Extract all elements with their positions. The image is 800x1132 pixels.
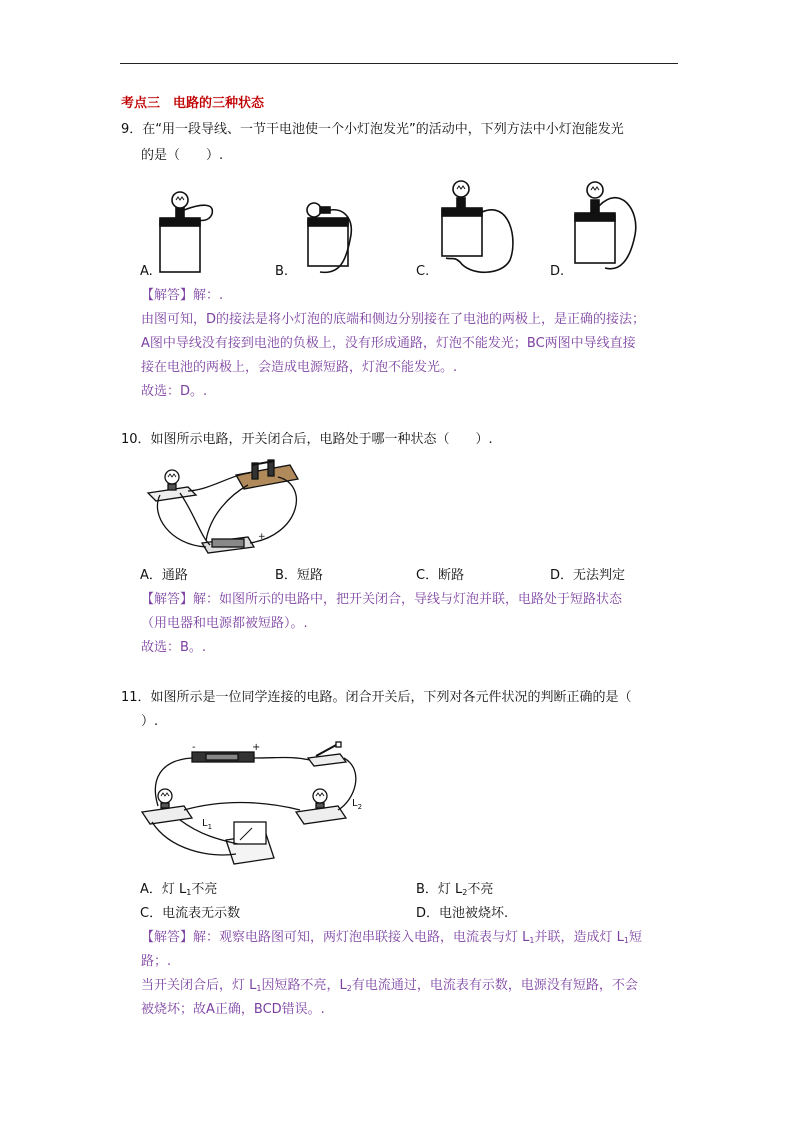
q11-ans3-mid: 因短路不亮，L <box>261 978 347 993</box>
q11-option-a-post: 不亮 <box>191 882 218 897</box>
q11-option-b-sub: 2 <box>462 888 468 897</box>
q9-figure-d <box>575 182 636 269</box>
q11-ans1-mid: 并联，造成灯 L <box>534 930 624 945</box>
q11-ans3-sub1: 1 <box>256 984 262 993</box>
q9-stem-line1: 9．在“用一段导线、一节干电池使一个小灯泡发光”的活动中，下列方法中小灯泡能发光 <box>121 122 624 137</box>
q10-option-c: C．断路 <box>416 568 465 583</box>
q10-answer-line3: 故选：B。. <box>141 640 207 655</box>
section-title: 考点三 电路的三种状态 <box>121 96 265 111</box>
q9-answer-line3: 接在电池的两极上，会造成电源短路，灯泡不能发光。. <box>141 360 458 375</box>
q11-option-d: D．电池被烧坏. <box>416 906 509 921</box>
q9-answer-line4: 故选：D。. <box>141 384 208 399</box>
q9-option-a: A. <box>140 264 153 279</box>
q9-figure-c <box>442 181 513 272</box>
q10-stem: 10．如图所示电路，开关闭合后，电路处于哪一种状态（ ）. <box>121 432 493 447</box>
q11-option-b-post: 不亮 <box>467 882 494 897</box>
q9-figures <box>140 180 660 280</box>
q11-ans3-post: 有电流通过，电流表有示数，电源没有短路，不会 <box>351 978 638 993</box>
q11-option-c: C．电流表无示数 <box>140 906 241 921</box>
q11-figure <box>140 740 370 870</box>
q11-plus-label: + <box>252 742 261 753</box>
q11-answer-line1 <box>141 928 642 951</box>
q9-answer-head: 【解答】解：. <box>141 288 224 303</box>
q9-stem-line2: 的是（ ）. <box>141 148 224 163</box>
q11-ans1-sub1: 1 <box>529 936 535 945</box>
q10-option-b: B．短路 <box>275 568 323 583</box>
q11-option-b <box>416 880 493 903</box>
q11-ans3-pre: 当开关闭合后，灯 L <box>141 978 257 993</box>
q11-answer-line2: 路；. <box>141 954 172 969</box>
q11-l1-label: $L_1$ <box>202 818 213 831</box>
q11-minus-label: - <box>192 742 196 753</box>
q10-plus-label: + <box>258 532 266 542</box>
q10-answer-line1: 【解答】解：如图所示的电路中，把开关闭合，导线与灯泡并联，电路处于短路状态 <box>141 592 623 607</box>
q11-stem-line1: 11．如图所示是一位同学连接的电路。闭合开关后，下列对各元件状况的判断正确的是（ <box>121 690 632 705</box>
q9-option-b: B. <box>275 264 289 279</box>
q11-l2-label: $L_2$ <box>352 798 363 811</box>
q9-answer-line1: 由图可知，D的接法是将小灯泡的底端和侧边分别接在了电池的两极上，是正确的接法； <box>141 312 646 327</box>
q11-answer-line3 <box>141 976 638 999</box>
q9-option-d: D. <box>550 264 565 279</box>
q11-answer-line4: 被烧坏；故A正确，BCD错误。. <box>141 1002 325 1017</box>
q11-ans1-post: 短 <box>628 930 642 945</box>
q11-ans1-sub2: 1 <box>623 936 629 945</box>
q11-option-a-pre: A．灯 L <box>140 882 187 897</box>
q9-figure-a <box>160 192 212 272</box>
q11-option-b-pre: B．灯 L <box>416 882 463 897</box>
q10-option-a: A．通路 <box>140 568 188 583</box>
q11-option-a-sub: 1 <box>186 888 192 897</box>
q11-stem-line2: ）. <box>141 714 159 729</box>
q11-ans1-pre: 【解答】解：观察电路图可知，两灯泡串联接入电路，电流表与灯 L <box>141 930 530 945</box>
q9-figure-b <box>307 203 351 272</box>
header-rule <box>120 63 678 64</box>
q10-figure <box>140 455 310 560</box>
q10-answer-line2: （用电器和电源都被短路）。. <box>141 616 308 631</box>
q10-option-d: D．无法判定 <box>550 568 626 583</box>
q9-option-c: C. <box>416 264 430 279</box>
q11-option-a <box>140 880 217 903</box>
q9-answer-line2: A图中导线没有接到电池的负极上，没有形成通路，灯泡不能发光；BC两图中导线直接 <box>141 336 636 351</box>
q11-ans3-sub2: 2 <box>346 984 352 993</box>
